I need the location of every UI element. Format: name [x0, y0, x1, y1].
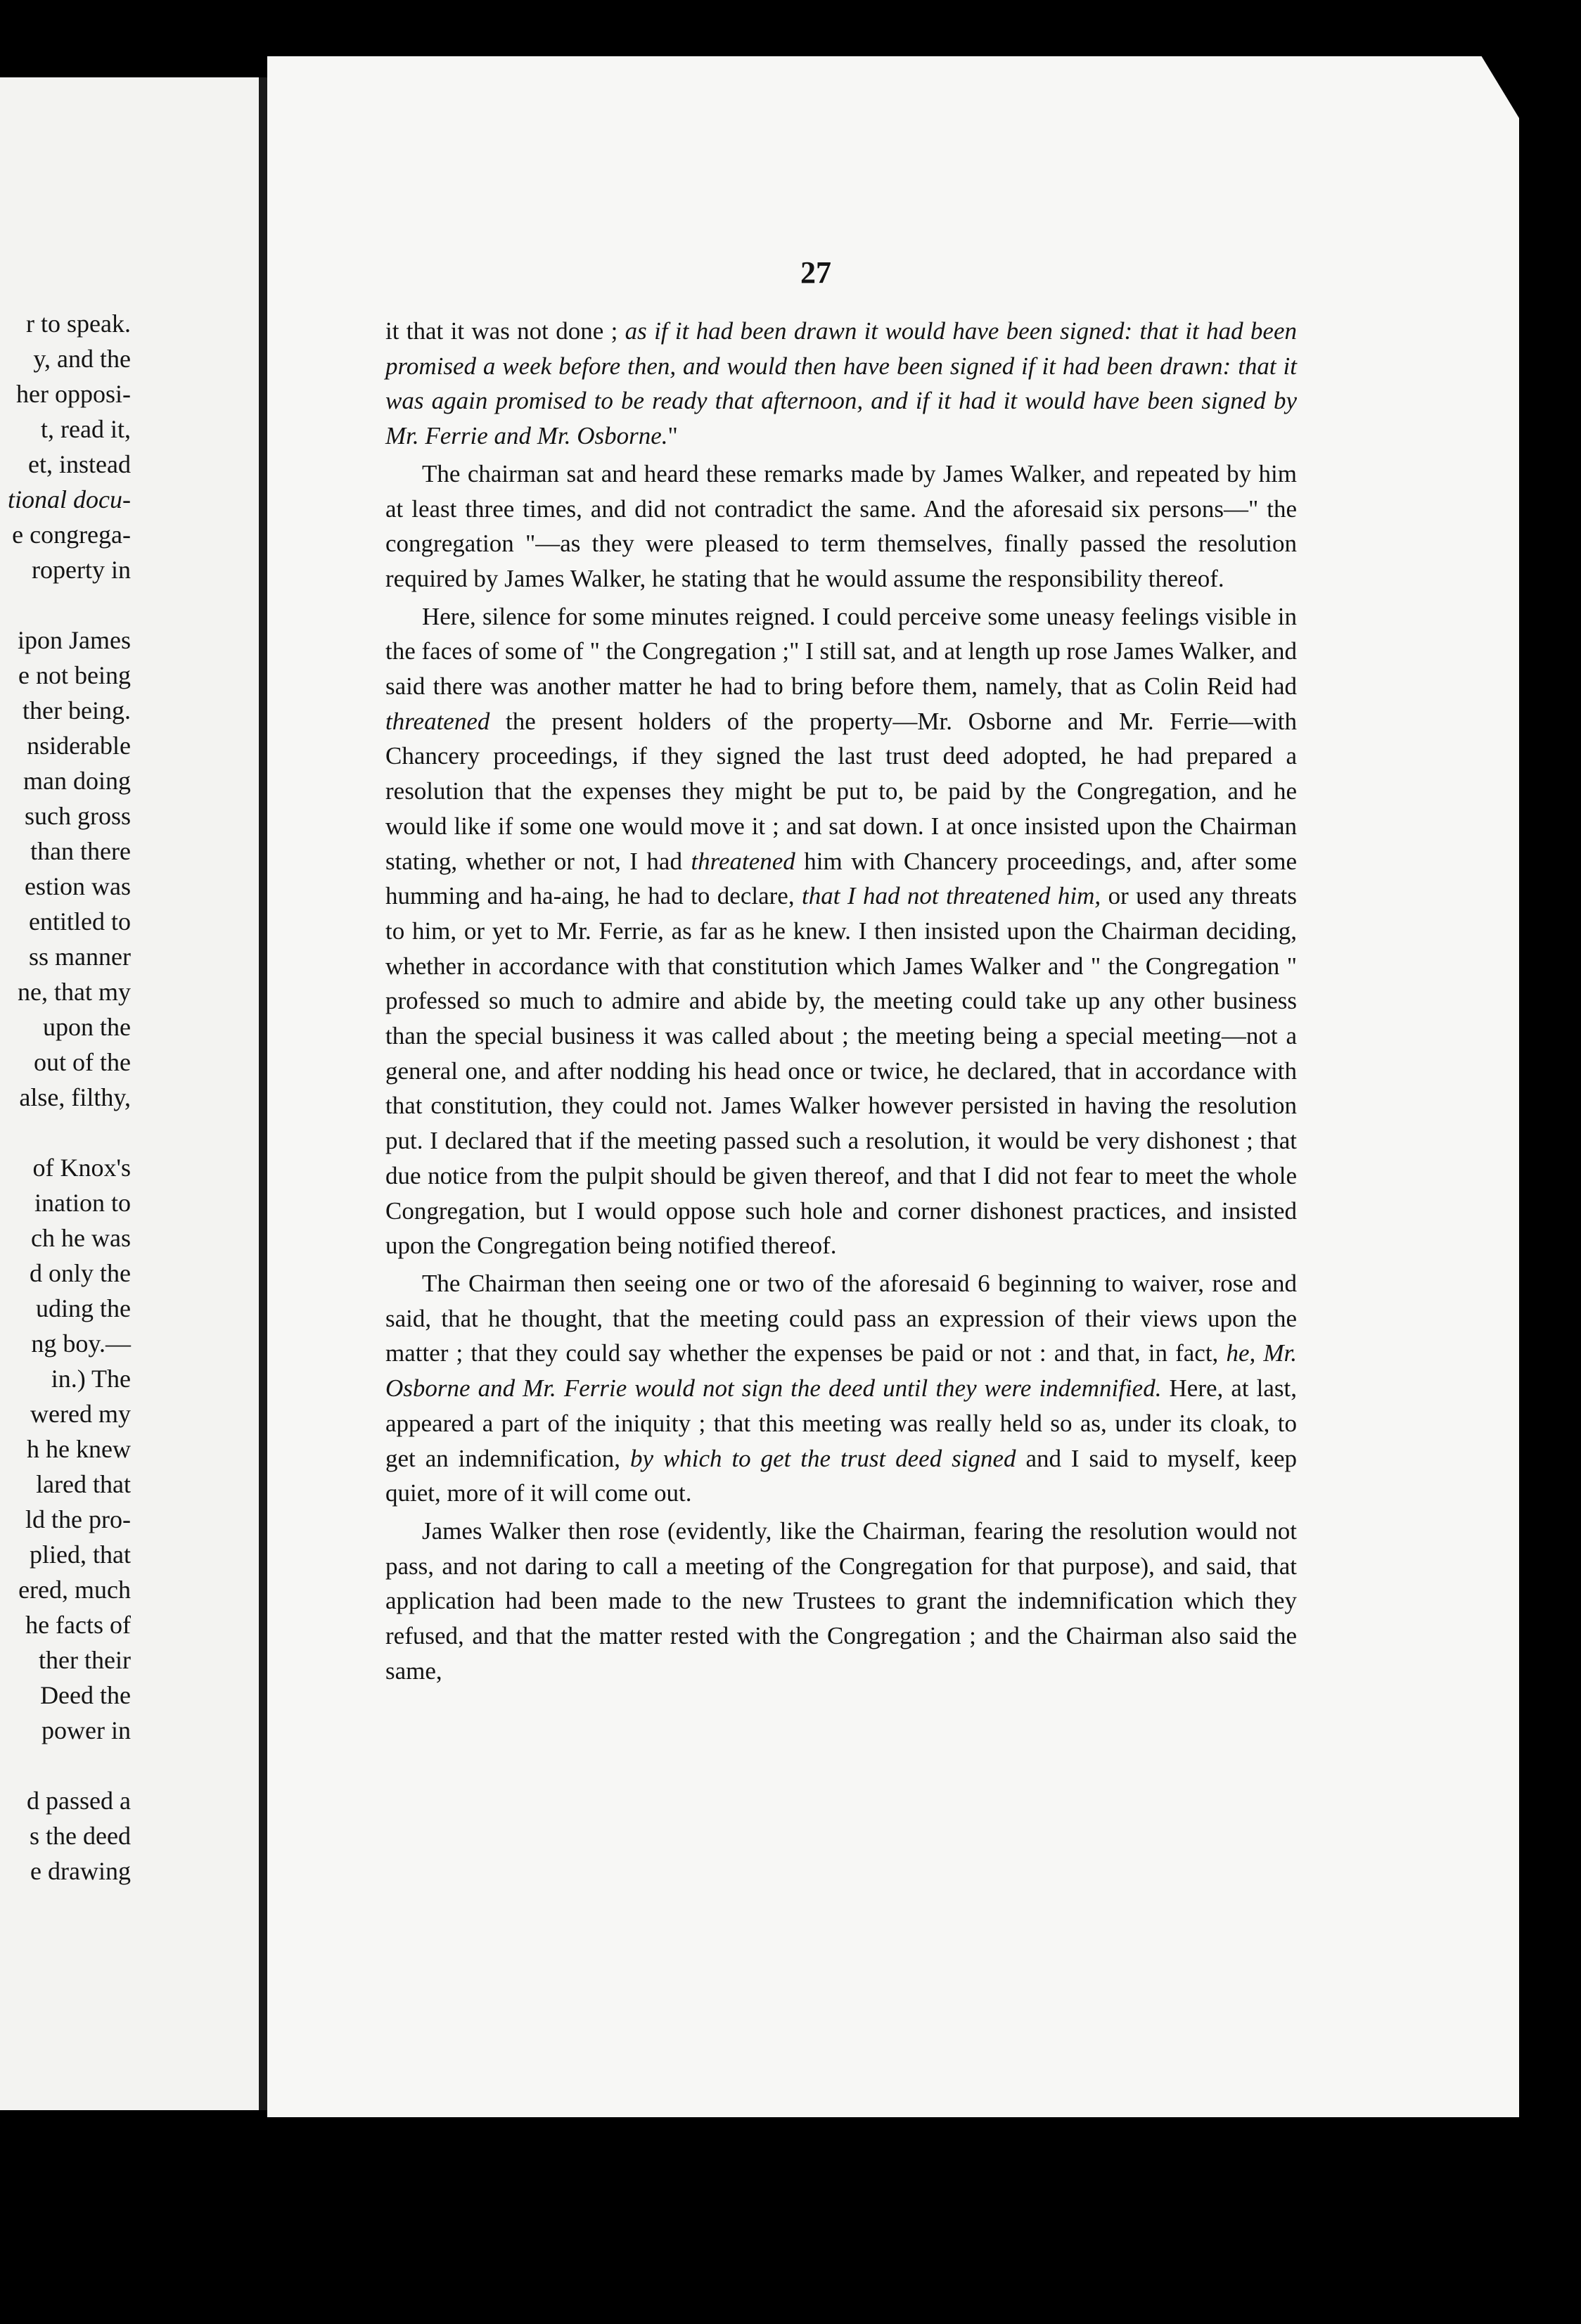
- left-fragment-line: tional docu-: [8, 485, 131, 513]
- text-run: James Walker then rose (evidently, like the Chairman, fearing the resolution would not pass, and not daring to call a meeting of the Congregation for that purpose), and said, that application had been made to the new Trustees to grant the indemnification which they refused, and that the matter rested with the Congregation ; and the Chairman also said the same,: [385, 1517, 1297, 1685]
- left-fragment-line: ng boy.—: [31, 1329, 131, 1358]
- text-run: The Chairman then seeing one or two of the aforesaid 6 beginning to waiver, rose and said, that he thought, that the meeting could pass an expression of their views upon the matter ; that they could say whether the expenses be paid or not : and that, in fact,: [385, 1269, 1297, 1367]
- left-fragment-line: than there: [30, 837, 131, 865]
- left-fragment-line: d passed a: [27, 1787, 131, 1815]
- left-fragment-line: entitled to: [29, 907, 131, 936]
- left-fragment-line: in.) The: [51, 1365, 131, 1393]
- left-fragment-line: nsiderable: [27, 732, 131, 760]
- paragraph: [385, 456, 1297, 596]
- italic-run: by which to get the trust deed signed: [629, 1444, 1016, 1472]
- text-run: him with Chancery proceedings, and, after some humming and ha-aing, he had to declare,: [385, 847, 1297, 910]
- left-fragment-line: ther being.: [23, 696, 131, 724]
- left-fragment-line: ch he was: [31, 1224, 131, 1252]
- left-fragment-line: h he knew: [27, 1435, 131, 1463]
- left-fragment-line: ered, much: [18, 1576, 131, 1604]
- left-fragment-line: plied, that: [30, 1540, 131, 1569]
- left-fragment-line: t, read it,: [41, 415, 131, 443]
- text-run: or used any threats to him, or yet to Mr. Ferrie, as far as he knew. I then insisted upon the Chairman deciding, whether in accordance with that constitution which James Walker and " the Congregation " professed so much to admire and abide by, the meeting could take up any other business than the special business it was called about ; the meeting being a special meeting—not a general one, and after nodding his head once or twice, he declared, that in accordance with that constitution, they could not. James Walker however persisted in having the resolution put. I declared that if the meeting passed such a resolution, it would be very dishonest ; that due notice from the pulpit should be given thereof, and that I did not fear to meet the whole Congregation, but I would oppose such hole and corner dishonest practices, and insisted upon the Congregation being notified thereof.: [385, 882, 1298, 1260]
- left-fragment-line: ipon James: [18, 626, 131, 654]
- left-page-fragment: [0, 77, 259, 2110]
- paragraph: [385, 599, 1297, 1263]
- left-fragment-line: estion was: [25, 872, 131, 900]
- left-fragment-line: s the deed: [30, 1822, 131, 1850]
- italic-run: threatened: [691, 847, 795, 875]
- left-fragment-line: man doing: [23, 767, 131, 795]
- left-fragment-line: such gross: [25, 802, 131, 830]
- left-fragment-line: ne, that my: [18, 978, 131, 1006]
- left-fragment-line: out of the: [34, 1048, 131, 1076]
- left-fragment-line: ld the pro-: [25, 1505, 131, 1533]
- left-fragment-line: uding the: [36, 1294, 131, 1322]
- italic-run: that I had not threatened him,: [802, 882, 1101, 910]
- left-fragment-line: he facts of: [25, 1611, 131, 1639]
- text-run: Here, at last, appeared a part of the iniquity ; that this meeting was really held so as, under its cloak, to get an indemnification,: [385, 1374, 1297, 1472]
- binding-gutter: [259, 77, 267, 2110]
- left-fragment-line: upon the: [43, 1013, 131, 1041]
- left-fragment-line: her opposi-: [16, 380, 131, 408]
- left-fragment-line: ther their: [39, 1646, 131, 1674]
- left-fragment-line: ination to: [34, 1189, 131, 1217]
- text-run: and I said to myself, keep quiet, more of it will come out.: [385, 1444, 1297, 1507]
- left-fragment-line: alse, filthy,: [19, 1083, 131, 1111]
- body-text: [385, 314, 1297, 1688]
- left-fragment-line: y, and the: [33, 345, 131, 373]
- left-fragment-line: et, instead: [28, 450, 131, 478]
- text-run: the present holders of the property—Mr. Osborne and Mr. Ferrie—with Chancery proceedings, if they signed the last trust deed adopted, he had prepared a resolution that the expenses they might be put to, be paid by the Congregation, and he would like if some one would move it ; and sat down. I at once insisted upon the Chairman stating, whether or not, I had: [385, 707, 1297, 875]
- italic-run: threatened: [385, 707, 490, 735]
- left-fragment-line: lared that: [36, 1470, 131, 1498]
- left-fragment-line: r to speak.: [26, 309, 131, 338]
- left-fragment-line: e congrega-: [12, 521, 131, 549]
- paragraph: [385, 1514, 1297, 1689]
- left-fragment-line: e not being: [18, 661, 131, 689]
- page-number: 27: [800, 255, 831, 290]
- left-fragment-line: d only the: [30, 1259, 131, 1287]
- text-run: The chairman sat and heard these remarks made by James Walker, and repeated by him at least three times, and did not contradict the same. And the aforesaid six persons—" the congregation "—as they were pleased to term themselves, finally passed the resolution required by James Walker, he stating that he would assume the responsibility thereof.: [385, 459, 1297, 592]
- text-run: ": [667, 422, 678, 450]
- italic-run: he, Mr. Osborne and Mr. Ferrie would not sign the deed until they were indemnified.: [385, 1339, 1297, 1403]
- left-fragment-line: ss manner: [29, 943, 131, 971]
- left-fragment-line: Deed the: [40, 1681, 131, 1709]
- left-fragment-line: of Knox's: [32, 1154, 131, 1182]
- text-run: it that it was not done ;: [385, 317, 625, 345]
- left-fragment-line: roperty in: [32, 556, 131, 584]
- italic-run: as if it had been drawn it would have been signed: that it had been promised a week before then, and would then have been signed if it had been drawn: that it was again promised to be ready that afternoon, and if it had it would have been signed by Mr. Ferrie and Mr. Osborne.: [385, 317, 1297, 450]
- left-fragment-line: power in: [41, 1716, 131, 1744]
- paragraph: [385, 1266, 1297, 1511]
- paragraph: [385, 314, 1297, 454]
- left-fragment-line: e drawing: [30, 1857, 131, 1885]
- text-run: Here, silence for some minutes reigned. I could perceive some uneasy feelings visible in the faces of some of " the Congregation ;" I still sat, and at length up rose James Walker, and said there was another matter he had to bring before them, namely, that as Colin Reid had: [385, 602, 1298, 701]
- left-fragment-line: wered my: [30, 1400, 131, 1428]
